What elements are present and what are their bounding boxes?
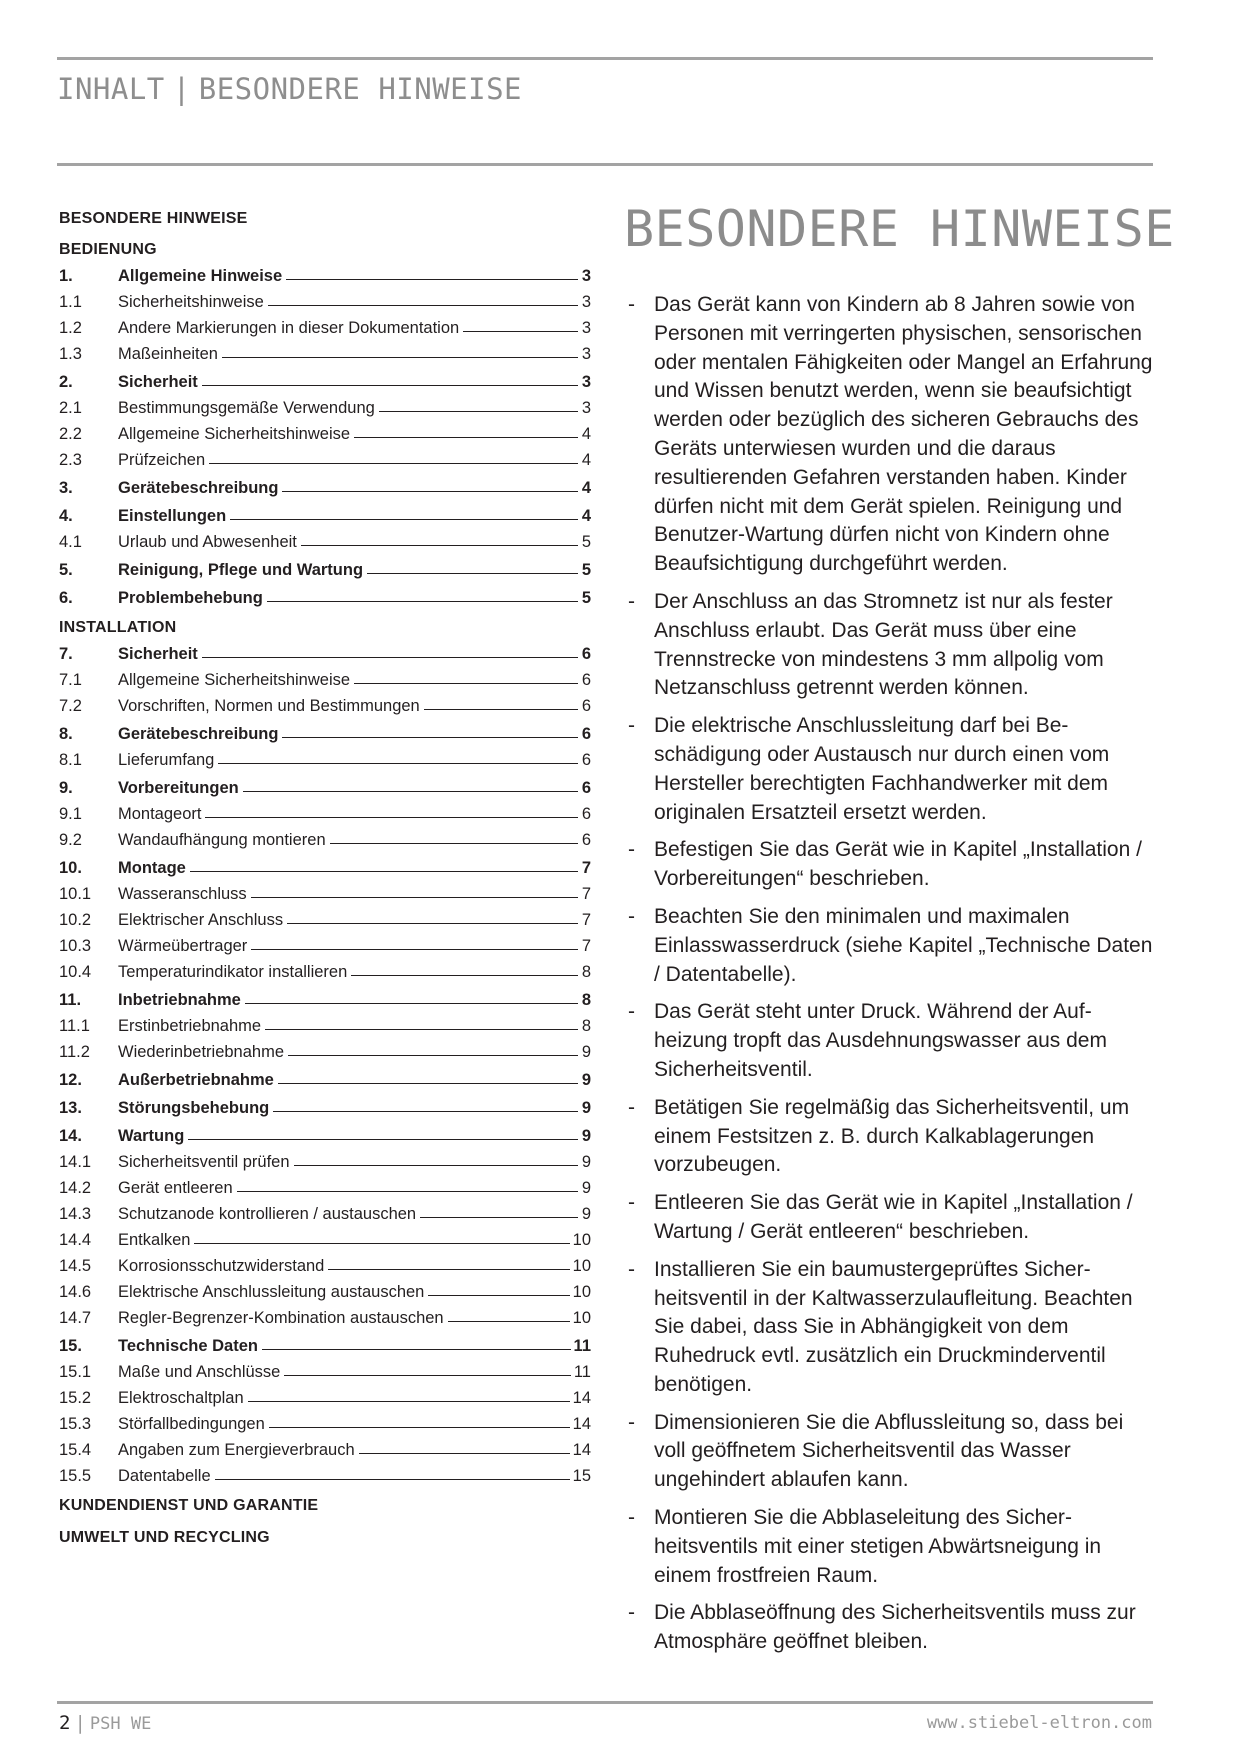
toc-entry-number: 9.1 <box>59 805 82 823</box>
toc-entry[interactable] <box>59 667 591 693</box>
toc-entry[interactable] <box>59 747 591 773</box>
toc-entry-page: 4 <box>581 479 591 497</box>
toc-entry-page: 3 <box>581 345 591 363</box>
note-text: Die Abblaseöffnung des Sicherheitsventils muss zur Atmosphäre geöffnet bleiben. <box>654 1601 1136 1654</box>
toc-entry[interactable] <box>59 1385 591 1411</box>
toc-entry-page: 6 <box>581 831 591 849</box>
toc-entry[interactable] <box>59 261 591 289</box>
dash-bullet-icon: - <box>628 904 635 928</box>
toc-leader-line <box>273 1111 578 1112</box>
toc-entry-page: 14 <box>572 1415 591 1433</box>
toc-leader-line <box>286 279 578 280</box>
toc-leader-line <box>190 871 578 872</box>
toc-entry-number: 15.3 <box>59 1415 92 1433</box>
toc-entry-number: 15.1 <box>59 1363 92 1381</box>
toc-entry[interactable] <box>59 1149 591 1175</box>
toc-entry-number: 7.1 <box>59 671 82 689</box>
toc-entry-number: 15.4 <box>59 1441 92 1459</box>
toc-entry-page: 9 <box>581 1071 591 1089</box>
toc-entry-number: 1. <box>59 267 73 285</box>
toc-entry-number: 14. <box>59 1127 82 1145</box>
toc-leader-line <box>237 1191 578 1192</box>
toc-entry[interactable] <box>59 1093 591 1121</box>
dash-bullet-icon: - <box>628 1000 635 1024</box>
toc-entry-title: Reinigung, Pflege und Wartung <box>118 561 364 579</box>
toc-entry-number: 10.2 <box>59 911 92 929</box>
header-bottom-rule <box>57 163 1153 166</box>
dash-bullet-icon: - <box>628 1257 635 1281</box>
note-item <box>628 1189 1158 1247</box>
toc-leader-line <box>218 763 578 764</box>
toc-leader-line <box>351 975 578 976</box>
toc-entry-page: 5 <box>581 533 591 551</box>
toc-entry-number: 9. <box>59 779 73 797</box>
note-text: Der Anschluss an das Stromnetz ist nur als fester Anschluss erlaubt. Das Gerät muss über eine Trennstrecke von mindestens 3 mm allpolig vom Netzanschluss getrennt werden können. <box>654 589 1113 700</box>
toc-entry-number: 2.1 <box>59 399 82 417</box>
toc-entry-page: 9 <box>581 1099 591 1117</box>
toc-entry-page: 6 <box>581 697 591 715</box>
toc-entry[interactable] <box>59 289 591 315</box>
toc-entry[interactable] <box>59 1331 591 1359</box>
toc-entry-page: 9 <box>581 1127 591 1145</box>
toc-entry-number: 2. <box>59 373 73 391</box>
toc-leader-line <box>288 1055 578 1056</box>
toc-entry-page: 4 <box>581 451 591 469</box>
toc-entry-number: 15.5 <box>59 1467 92 1485</box>
toc-leader-line <box>267 601 578 602</box>
toc-entry-page: 10 <box>572 1283 591 1301</box>
note-text: Betätigen Sie regelmäßig das Sicherheitsventil, um einem Festsitzen z. B. durch Kalkablagerungen vorzubeugen. <box>654 1095 1130 1177</box>
toc-leader-line <box>268 305 578 306</box>
toc-entry-page: 6 <box>581 671 591 689</box>
note-item <box>628 712 1158 827</box>
note-item <box>628 588 1158 703</box>
toc-leader-line <box>269 1427 570 1428</box>
toc-entry-page: 14 <box>572 1441 591 1459</box>
toc-entry-number: 5. <box>59 561 73 579</box>
toc-entry-title: Allgemeine Sicherheitshinweise <box>118 671 351 689</box>
toc-entry[interactable] <box>59 1437 591 1463</box>
toc-entry-number: 9.2 <box>59 831 82 849</box>
toc-entry[interactable] <box>59 1227 591 1253</box>
toc-entry-page: 9 <box>581 1153 591 1171</box>
special-notes-section <box>624 200 1175 1666</box>
toc-leader-line <box>282 737 578 738</box>
toc-leader-line <box>188 1139 578 1140</box>
toc-leader-line <box>463 331 578 332</box>
toc-entry-page: 8 <box>581 991 591 1009</box>
toc-entry-page: 6 <box>581 805 591 823</box>
toc-entry-title: Gerät entleeren <box>118 1179 233 1197</box>
toc-entry-number: 7. <box>59 645 73 663</box>
toc-entry-number: 2.3 <box>59 451 82 469</box>
dash-bullet-icon: - <box>628 714 635 738</box>
toc-entry-number: 8. <box>59 725 73 743</box>
toc-leader-line <box>330 843 578 844</box>
toc-entry-title: Datentabelle <box>118 1467 211 1485</box>
toc-entry-number: 10.1 <box>59 885 92 903</box>
running-header <box>57 72 522 106</box>
toc-entry-page: 9 <box>581 1205 591 1223</box>
toc-leader-line <box>424 709 578 710</box>
toc-entry[interactable] <box>59 555 591 583</box>
toc-entry-page: 4 <box>581 425 591 443</box>
toc-entry-page: 8 <box>581 1017 591 1035</box>
toc-entry-page: 7 <box>581 859 591 877</box>
toc-leader-line <box>354 683 578 684</box>
toc-entry-title: Sicherheitshinweise <box>118 293 264 311</box>
toc-entry[interactable] <box>59 583 591 611</box>
toc-entry-number: 1.2 <box>59 319 82 337</box>
toc-entry-page: 3 <box>581 293 591 311</box>
note-item <box>628 1094 1158 1180</box>
note-item <box>628 291 1158 579</box>
dash-bullet-icon: - <box>628 1191 635 1215</box>
dash-bullet-icon: - <box>628 1410 635 1434</box>
toc-entry-number: 10.4 <box>59 963 92 981</box>
toc-leader-line <box>248 1401 570 1402</box>
toc-entry-number: 2.2 <box>59 425 82 443</box>
model-name: PSH WE <box>89 1714 152 1734</box>
toc-entry[interactable] <box>59 639 591 667</box>
toc-entry[interactable] <box>59 1039 591 1065</box>
toc-entry-number: 14.6 <box>59 1283 92 1301</box>
toc-entry[interactable] <box>59 773 591 801</box>
toc-entry-number: 1.1 <box>59 293 82 311</box>
toc-section-heading[interactable]: BEDIENUNG <box>59 241 157 258</box>
toc-entry-title: Sicherheitsventil prüfen <box>118 1153 290 1171</box>
toc-entry-page: 10 <box>572 1309 591 1327</box>
toc-entry-page: 14 <box>572 1389 591 1407</box>
toc-entry-title: Wärmeübertrager <box>118 937 248 955</box>
note-item <box>628 1256 1158 1400</box>
toc-entry[interactable] <box>59 1201 591 1227</box>
note-text: Das Gerät steht unter Druck. Während der Aufheizung tropft das Ausdehnungswasser aus dem Sicherheitsventil. <box>654 1000 1107 1081</box>
toc-entry-page: 3 <box>581 319 591 337</box>
toc-entry-number: 15.2 <box>59 1389 92 1407</box>
toc-entry[interactable] <box>59 1121 591 1149</box>
toc-entry-title: Bestimmungsgemäße Verwendung <box>118 399 375 417</box>
toc-entry-number: 14.4 <box>59 1231 92 1249</box>
header-section-left: INHALT <box>57 72 165 106</box>
toc-entry-page: 4 <box>581 507 591 525</box>
toc-section-heading[interactable]: UMWELT UND RECYCLING <box>59 1529 270 1546</box>
toc-entry-page: 5 <box>581 589 591 607</box>
toc-leader-line <box>194 1243 569 1244</box>
toc-entry[interactable] <box>59 367 591 395</box>
toc-entry[interactable] <box>59 827 591 853</box>
toc-entry-title: Problembehebung <box>118 589 263 607</box>
toc-leader-line <box>278 1083 578 1084</box>
toc-entry-number: 14.2 <box>59 1179 92 1197</box>
toc-leader-line <box>262 1349 571 1350</box>
page-number: 2 <box>59 1712 71 1734</box>
toc-entry-page: 8 <box>581 963 591 981</box>
toc-entry-number: 14.7 <box>59 1309 92 1327</box>
toc-entry[interactable] <box>59 1463 591 1489</box>
toc-leader-line <box>294 1165 578 1166</box>
note-text: Die elektrische Anschlussleitung darf bei Beschädigung oder Austausch nur durch einen vom Hersteller berechtigten Fachhandwerker mit dem originalen Ersatzteil ersetzt werden. <box>654 714 1110 824</box>
toc-entry-title: Technische Daten <box>118 1337 258 1355</box>
toc-entry-title: Außerbetriebnahme <box>118 1071 274 1089</box>
toc-entry-title: Maßeinheiten <box>118 345 218 363</box>
toc-entry-page: 7 <box>581 885 591 903</box>
toc-entry[interactable] <box>59 1411 591 1437</box>
toc-leader-line <box>222 357 578 358</box>
toc-entry-title: Wartung <box>118 1127 185 1145</box>
toc-leader-line <box>284 1375 571 1376</box>
toc-leader-line <box>202 657 578 658</box>
dash-bullet-icon: - <box>628 589 635 613</box>
toc-entry-number: 11.1 <box>59 1017 90 1035</box>
toc-leader-line <box>367 573 578 574</box>
toc-entry[interactable] <box>59 501 591 529</box>
toc-entry-page: 6 <box>581 751 591 769</box>
toc-entry-title: Elektrische Anschlussleitung austauschen <box>118 1283 425 1301</box>
toc-entry-page: 9 <box>581 1043 591 1061</box>
toc-leader-line <box>359 1453 570 1454</box>
toc-entry-page: 6 <box>581 645 591 663</box>
notes-list <box>628 291 1158 1657</box>
toc-entry-number: 8.1 <box>59 751 82 769</box>
toc-entry[interactable] <box>59 719 591 747</box>
toc-leader-line <box>428 1295 569 1296</box>
toc-entry[interactable] <box>59 933 591 959</box>
note-text: Installieren Sie ein baumustergeprüftes Sicherheitsventil in der Kaltwasserzulaufleitung. Beachten Sie dabei, dass Sie in Abhängigkeit von dem Ruhedruck evtl. zusätzlich ein Druckminderventil benötigen. <box>654 1257 1133 1396</box>
toc-entry[interactable] <box>59 1175 591 1201</box>
toc-entry-title: Elektroschaltplan <box>118 1389 244 1407</box>
toc-entry-title: Einstellungen <box>118 507 227 525</box>
toc-entry-page: 7 <box>581 911 591 929</box>
toc-leader-line <box>420 1217 578 1218</box>
toc-section-heading[interactable]: KUNDENDIENST UND GARANTIE <box>59 1497 319 1514</box>
note-text: Befestigen Sie das Gerät wie in Kapitel „Installation / Vorbereitungen“ beschrieben. <box>654 838 1142 891</box>
toc-entry-title: Elektrischer Anschluss <box>118 911 284 929</box>
footer-rule <box>57 1701 1153 1704</box>
toc-entry[interactable] <box>59 1253 591 1279</box>
toc-entry[interactable] <box>59 1279 591 1305</box>
toc-entry-page: 5 <box>581 561 591 579</box>
toc-leader-line <box>245 1003 578 1004</box>
toc-entry-page: 15 <box>572 1467 591 1485</box>
toc-entry[interactable] <box>59 447 591 473</box>
toc-entry-title: Montageort <box>118 805 202 823</box>
toc-entry[interactable] <box>59 801 591 827</box>
note-item <box>628 1504 1158 1590</box>
toc-entry-title: Entkalken <box>118 1231 191 1249</box>
toc-entry-title: Angaben zum Energieverbrauch <box>118 1441 355 1459</box>
toc-entry-number: 11.2 <box>59 1043 90 1061</box>
toc-section-heading[interactable]: INSTALLATION <box>59 619 177 636</box>
toc-section-heading[interactable]: BESONDERE HINWEISE <box>59 210 248 227</box>
toc-entry-title: Schutzanode kontrollieren / austauschen <box>118 1205 417 1223</box>
toc-leader-line <box>265 1029 578 1030</box>
table-of-contents <box>59 208 591 1549</box>
toc-leader-line <box>301 545 578 546</box>
toc-entry-page: 9 <box>581 1179 591 1197</box>
toc-entry[interactable] <box>59 315 591 341</box>
dash-bullet-icon: - <box>628 1506 635 1530</box>
note-item <box>628 836 1158 894</box>
toc-entry-title: Maße und Anschlüsse <box>118 1363 281 1381</box>
toc-entry-page: 11 <box>573 1337 591 1355</box>
toc-entry-title: Vorschriften, Normen und Bestimmungen <box>118 697 420 715</box>
toc-entry-page: 6 <box>581 779 591 797</box>
header-section-right: BESONDERE HINWEISE <box>198 72 523 106</box>
note-text: Montieren Sie die Abblaseleitung des Sicherheitsventils mit einer stetigen Abwärtsneigung in einem frostfreien Raum. <box>654 1506 1102 1587</box>
toc-entry-title: Urlaub und Abwesenheit <box>118 533 297 551</box>
toc-entry[interactable] <box>59 395 591 421</box>
header-separator: | <box>172 72 191 106</box>
toc-entry[interactable] <box>59 985 591 1013</box>
note-item <box>628 998 1158 1084</box>
toc-entry-title: Störfallbedingungen <box>118 1415 265 1433</box>
toc-entry-number: 4.1 <box>59 533 82 551</box>
toc-entry-title: Regler-Begrenzer-Kombination austauschen <box>118 1309 444 1327</box>
toc-entry-number: 10.3 <box>59 937 92 955</box>
toc-entry-title: Prüfzeichen <box>118 451 206 469</box>
toc-leader-line <box>448 1321 570 1322</box>
toc-entry-title: Inbetriebnahme <box>118 991 241 1009</box>
toc-leader-line <box>202 385 578 386</box>
toc-entry[interactable] <box>59 907 591 933</box>
toc-entry-title: Vorbereitungen <box>118 779 239 797</box>
toc-leader-line <box>243 791 578 792</box>
toc-entry-title: Allgemeine Sicherheitshinweise <box>118 425 351 443</box>
toc-entry-title: Gerätebeschreibung <box>118 479 279 497</box>
toc-entry[interactable] <box>59 1305 591 1331</box>
website-link[interactable]: www.stiebel-eltron.com <box>926 1713 1152 1733</box>
toc-entry-title: Allgemeine Hinweise <box>118 267 283 285</box>
toc-leader-line <box>282 491 578 492</box>
toc-entry-number: 14.1 <box>59 1153 92 1171</box>
note-text: Beachten Sie den minimalen und maximalen Einlasswasserdruck (siehe Kapitel „Technische Daten / Datentabelle). <box>654 904 1153 986</box>
toc-leader-line <box>215 1479 570 1480</box>
toc-entry-title: Sicherheit <box>118 645 198 663</box>
toc-entry-title: Wasseranschluss <box>118 885 247 903</box>
toc-entry-number: 11. <box>59 991 82 1009</box>
toc-entry-title: Andere Markierungen in dieser Dokumentation <box>118 319 460 337</box>
toc-entry[interactable] <box>59 529 591 555</box>
page-title: BESONDERE HINWEISE <box>624 200 1175 258</box>
toc-entry-number: 1.3 <box>59 345 82 363</box>
toc-leader-line <box>205 817 578 818</box>
note-item <box>628 903 1158 989</box>
note-text: Entleeren Sie das Gerät wie in Kapitel „Installation / Wartung / Gerät entleeren“ beschrieben. <box>654 1191 1133 1243</box>
toc-entry-page: 10 <box>572 1257 591 1275</box>
toc-entry-number: 12. <box>59 1071 82 1089</box>
toc-entry-number: 13. <box>59 1099 82 1117</box>
toc-entry-title: Gerätebeschreibung <box>118 725 279 743</box>
header-top-rule <box>57 57 1153 60</box>
toc-leader-line <box>251 897 578 898</box>
toc-entry-number: 4. <box>59 507 73 525</box>
toc-entry-number: 14.5 <box>59 1257 92 1275</box>
toc-entry[interactable] <box>59 1065 591 1093</box>
toc-entry[interactable] <box>59 341 591 367</box>
note-item <box>628 1409 1158 1495</box>
toc-entry-number: 3. <box>59 479 73 497</box>
toc-leader-line <box>328 1269 569 1270</box>
toc-entry-title: Erstinbetriebnahme <box>118 1017 262 1035</box>
toc-entry-title: Lieferumfang <box>118 751 215 769</box>
toc-entry-page: 10 <box>572 1231 591 1249</box>
toc-entry-title: Wandaufhängung montieren <box>118 831 326 849</box>
toc-entry-number: 15. <box>59 1337 82 1355</box>
toc-entry-page: 3 <box>581 399 591 417</box>
toc-entry[interactable] <box>59 959 591 985</box>
toc-leader-line <box>209 463 578 464</box>
toc-entry-title: Montage <box>118 859 186 877</box>
dash-bullet-icon: - <box>628 838 635 862</box>
toc-entry[interactable] <box>59 693 591 719</box>
dash-bullet-icon: - <box>628 1095 635 1119</box>
toc-entry[interactable] <box>59 1013 591 1039</box>
toc-entry-number: 10. <box>59 859 82 877</box>
toc-entry-title: Wiederinbetriebnahme <box>118 1043 285 1061</box>
toc-leader-line <box>251 949 578 950</box>
toc-entry[interactable] <box>59 473 591 501</box>
toc-entry-number: 14.3 <box>59 1205 92 1223</box>
toc-entry-page: 6 <box>581 725 591 743</box>
toc-entry-page: 3 <box>581 373 591 391</box>
toc-entry[interactable] <box>59 881 591 907</box>
toc-entry[interactable] <box>59 853 591 881</box>
toc-entry-page: 3 <box>581 267 591 285</box>
toc-leader-line <box>354 437 578 438</box>
note-text: Dimensionieren Sie die Abflussleitung so, dass bei voll geöffnetem Sicherheitsventil das Wasser ungehindert ablaufen kann. <box>654 1410 1124 1492</box>
toc-entry-page: 7 <box>581 937 591 955</box>
toc-leader-line <box>379 411 578 412</box>
toc-entry[interactable] <box>59 1359 591 1385</box>
toc-entry[interactable] <box>59 421 591 447</box>
note-item <box>628 1599 1158 1657</box>
dash-bullet-icon: - <box>628 293 635 316</box>
toc-entry-page: 11 <box>573 1363 591 1381</box>
toc-leader-line <box>287 923 578 924</box>
toc-entry-number: 7.2 <box>59 697 82 715</box>
toc-entry-title: Störungsbehebung <box>118 1099 270 1117</box>
toc-entry-title: Temperaturindikator installieren <box>118 963 348 981</box>
toc-entry-number: 6. <box>59 589 73 607</box>
toc-leader-line <box>230 519 578 520</box>
toc-entry-title: Korrosionsschutzwiderstand <box>118 1257 325 1275</box>
footer-separator: | <box>74 1712 86 1734</box>
note-text: Das Gerät kann von Kindern ab 8 Jahren sowie von Personen mit verringerten physischen, sensorischen oder mentalen Fähigkeiten oder Mangel an Erfahrung und Wissen benutzt werden, wenn sie beaufsichtigt werden oder bezüglich des sicheren Gebrauchs des Geräts unterwiesen wurden und die daraus resultierenden Gefahren verstanden haben. Kinder dürfen nicht mit dem Gerät spielen. Reinigung und Benutzer-Wartung dürfen nicht von Kindern ohne Beaufsichtigung durchgeführt werden. <box>654 293 1153 576</box>
dash-bullet-icon: - <box>628 1601 635 1625</box>
footer-left <box>59 1712 151 1734</box>
toc-entry-title: Sicherheit <box>118 373 198 391</box>
